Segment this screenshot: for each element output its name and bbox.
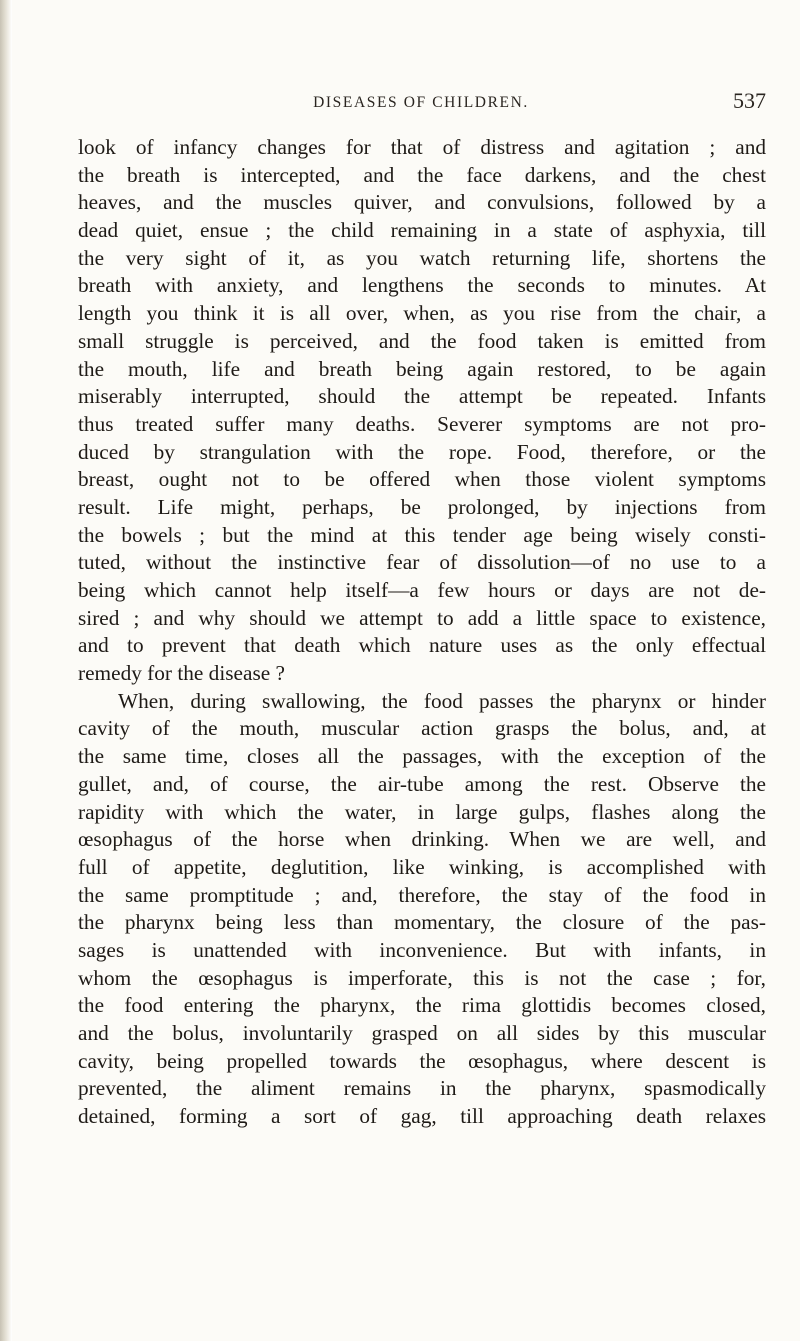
text-line: thus treated suffer many deaths. Severer symptoms are not pro- xyxy=(78,411,766,436)
page-number: 537 xyxy=(733,88,766,113)
text-line: tuted, without the instinctive fear of dissolution—of no use to a xyxy=(78,550,766,575)
paragraph-2 xyxy=(78,688,766,1131)
text-line: sired ; and why should we attempt to add a little space to existence, xyxy=(78,605,766,630)
text-line: the bowels ; but the mind at this tender age being wisely consti- xyxy=(78,522,766,547)
text-line: remedy for the disease ? xyxy=(78,661,285,686)
text-line: duced by strangulation with the rope. Food, therefore, or the xyxy=(78,439,766,464)
text-line: heaves, and the muscles quiver, and convulsions, followed by a xyxy=(78,190,766,215)
body-text xyxy=(78,134,766,1131)
text-line: detained, forming a sort of gag, till approaching death relaxes xyxy=(78,1104,766,1129)
text-line: the breath is intercepted, and the face darkens, and the chest xyxy=(78,162,766,187)
text-line: œsophagus of the horse when drinking. When we are well, and xyxy=(78,827,766,852)
text-line: breast, ought not to be offered when those violent symptoms xyxy=(78,467,766,492)
text-line: the mouth, life and breath being again restored, to be again xyxy=(78,356,766,381)
text-line: When, during swallowing, the food passes the pharynx or hinder xyxy=(118,688,766,713)
text-line: full of appetite, deglutition, like winking, is accomplished with xyxy=(78,854,766,879)
text-line: and to prevent that death which nature uses as the only effectual xyxy=(78,633,766,658)
text-line: cavity, being propelled towards the œsophagus, where descent is xyxy=(78,1048,766,1073)
text-line: the same time, closes all the passages, with the exception of the xyxy=(78,744,766,769)
text-line: dead quiet, ensue ; the child remaining in a state of asphyxia, till xyxy=(78,218,766,243)
text-line: the pharynx being less than momentary, the closure of the pas- xyxy=(78,910,766,935)
text-line: look of infancy changes for that of distress and agitation ; and xyxy=(78,135,766,159)
text-line: rapidity with which the water, in large gulps, flashes along the xyxy=(78,799,766,824)
page-binding-edge xyxy=(0,0,12,1341)
text-line: the same promptitude ; and, therefore, the stay of the food in xyxy=(78,882,766,907)
text-line: and the bolus, involuntarily grasped on all sides by this muscular xyxy=(78,1021,766,1045)
text-line: sages is unattended with inconvenience. But with infants, in xyxy=(78,937,766,962)
text-line: whom the œsophagus is imperforate, this is not the case ; for, xyxy=(78,965,766,990)
text-line: breath with anxiety, and lengthens the seconds to minutes. At xyxy=(78,273,766,298)
text-line: gullet, and, of course, the air-tube among the rest. Observe the xyxy=(78,771,766,796)
text-line: prevented, the aliment remains in the pharynx, spasmodically xyxy=(78,1076,766,1101)
running-head-title: DISEASES OF CHILDREN. xyxy=(313,94,529,111)
text-line: cavity of the mouth, muscular action grasps the bolus, and, at xyxy=(78,716,766,741)
text-line: being which cannot help itself—a few hours or days are not de- xyxy=(78,578,766,602)
text-line: result. Life might, perhaps, be prolonged, by injections from xyxy=(78,494,766,519)
text-line: small struggle is perceived, and the food taken is emitted from xyxy=(78,328,766,353)
paragraph-1 xyxy=(78,134,766,688)
running-head xyxy=(76,88,766,118)
text-line: the food entering the pharynx, the rima glottidis becomes closed, xyxy=(78,993,766,1018)
text-line: length you think it is all over, when, as you rise from the chair, a xyxy=(78,301,766,326)
text-line: miserably interrupted, should the attempt be repeated. Infants xyxy=(78,384,766,409)
text-line: the very sight of it, as you watch returning life, shortens the xyxy=(78,245,766,270)
